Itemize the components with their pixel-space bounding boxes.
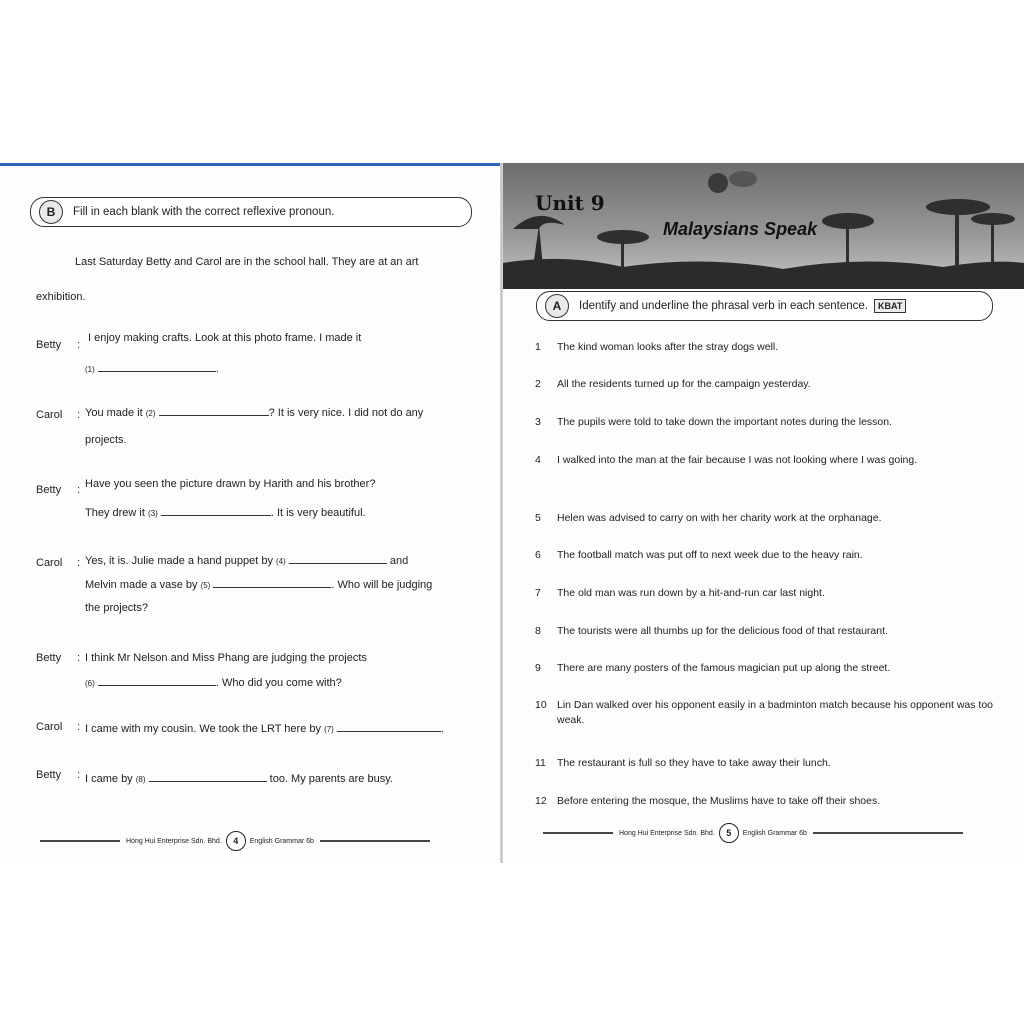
dialogue-text: Have you seen the picture drawn by Harith and his brother? [85, 478, 376, 490]
intro-line-2: exhibition. [36, 291, 86, 303]
dialogue-text: the projects? [85, 602, 148, 614]
question-row: 2 All the residents turned up for the campaign yesterday. [535, 378, 811, 390]
dialogue-text: projects. [85, 434, 127, 446]
kbat-badge: KBAT [874, 299, 906, 313]
exercise-badge-icon: B [39, 200, 63, 224]
footer-publisher: Hong Hui Enterprise Sdn. Bhd. [619, 829, 715, 837]
colon: : [77, 409, 81, 421]
page-top-rule [0, 163, 500, 166]
speaker-name: Betty [36, 339, 62, 351]
page-footer [40, 831, 470, 851]
footer-book-title: English Grammar 6b [249, 837, 314, 845]
footer-rule [543, 832, 613, 834]
exercise-a-banner [536, 291, 993, 321]
exercise-badge-icon: A [545, 294, 569, 318]
footer-book-title: English Grammar 6b [742, 829, 807, 837]
left-page [0, 163, 500, 863]
answer-blank-3[interactable] [161, 505, 271, 516]
dialogue-text: I came by (8) too. My parents are busy. [85, 773, 393, 785]
question-row: 12 Before entering the mosque, the Muslims have to take off their shoes. [535, 795, 881, 807]
colon: : [77, 557, 81, 569]
answer-blank-7[interactable] [337, 721, 441, 732]
dialogue-text: Yes, it is. Julie made a hand puppet by (4) and [85, 555, 409, 567]
dialogue-text: You made it (2) ? It is very nice. I did not do any [85, 407, 424, 419]
unit-header-illustration [503, 163, 1024, 289]
question-row: 11 The restaurant is full so they have to take away their lunch. [535, 757, 831, 769]
speaker-name: Betty [36, 652, 62, 664]
colon: : [77, 769, 81, 781]
footer-rule [40, 840, 120, 842]
dialogue-text: (6) . Who did you come with? [85, 677, 342, 689]
unit-label: Unit 9 [535, 191, 605, 215]
exercise-instruction: Fill in each blank with the correct reflexive pronoun. [73, 206, 335, 218]
speaker-name: Betty [36, 484, 62, 496]
colon: : [77, 721, 81, 733]
exercise-instruction: Identify and underline the phrasal verb in each sentence. [579, 300, 868, 312]
book-spread [0, 163, 1024, 863]
dialogue-text: They drew it (3) . It is very beautiful. [85, 507, 366, 519]
answer-blank-6[interactable] [98, 675, 216, 686]
dialogue-text: I think Mr Nelson and Miss Phang are judging the projects [85, 652, 367, 664]
answer-blank-2[interactable] [159, 405, 269, 416]
speaker-name: Carol [36, 557, 63, 569]
question-row: 4 I walked into the man at the fair because I was not looking where I was going. [535, 454, 918, 466]
footer-rule [813, 832, 963, 834]
speaker-name: Carol [36, 721, 63, 733]
question-row: 7 The old man was run down by a hit-and-run car last night. [535, 587, 825, 599]
question-row: 5 Helen was advised to carry on with her charity work at the orphanage. [535, 512, 882, 524]
colon: : [77, 484, 81, 496]
question-row: 8 The tourists were all thumbs up for the delicious food of that restaurant. [535, 625, 888, 637]
dialogue-text: I enjoy making crafts. Look at this photo frame. I made it [88, 332, 362, 344]
answer-blank-1[interactable] [98, 361, 216, 372]
footer-publisher: Hong Hui Enterprise Sdn. Bhd. [126, 837, 222, 845]
exercise-b-banner [30, 197, 472, 227]
colon: : [77, 652, 81, 664]
question-row: 10 Lin Dan walked over his opponent easily in a badminton match because his opponent was too weak. [535, 699, 994, 726]
question-row: 1 The kind woman looks after the stray dogs well. [535, 341, 779, 353]
footer-rule [320, 840, 430, 842]
intro-line-1: Last Saturday Betty and Carol are in the school hall. They are at an art [75, 256, 419, 268]
question-row: 6 The football match was put off to next week due to the heavy rain. [535, 549, 863, 561]
page-footer [543, 823, 993, 843]
dialogue-text: I came with my cousin. We took the LRT here by (7) . [85, 723, 444, 735]
answer-blank-4[interactable] [289, 553, 387, 564]
answer-blank-5[interactable] [213, 577, 331, 588]
page-number-badge: 4 [226, 831, 246, 851]
dialogue-text: Melvin made a vase by (5) . Who will be judging [85, 579, 433, 591]
question-row: 9 There are many posters of the famous magician put up along the street. [535, 662, 891, 674]
unit-title: Malaysians Speak [663, 219, 818, 239]
question-row: 3 The pupils were told to take down the important notes during the lesson. [535, 416, 893, 428]
speaker-name: Betty [36, 769, 62, 781]
dialogue-blank-line: (1) . [85, 363, 219, 375]
answer-blank-8[interactable] [149, 771, 267, 782]
page-number-badge: 5 [719, 823, 739, 843]
speaker-name: Carol [36, 409, 63, 421]
right-page [503, 163, 1024, 863]
colon: : [77, 339, 81, 351]
